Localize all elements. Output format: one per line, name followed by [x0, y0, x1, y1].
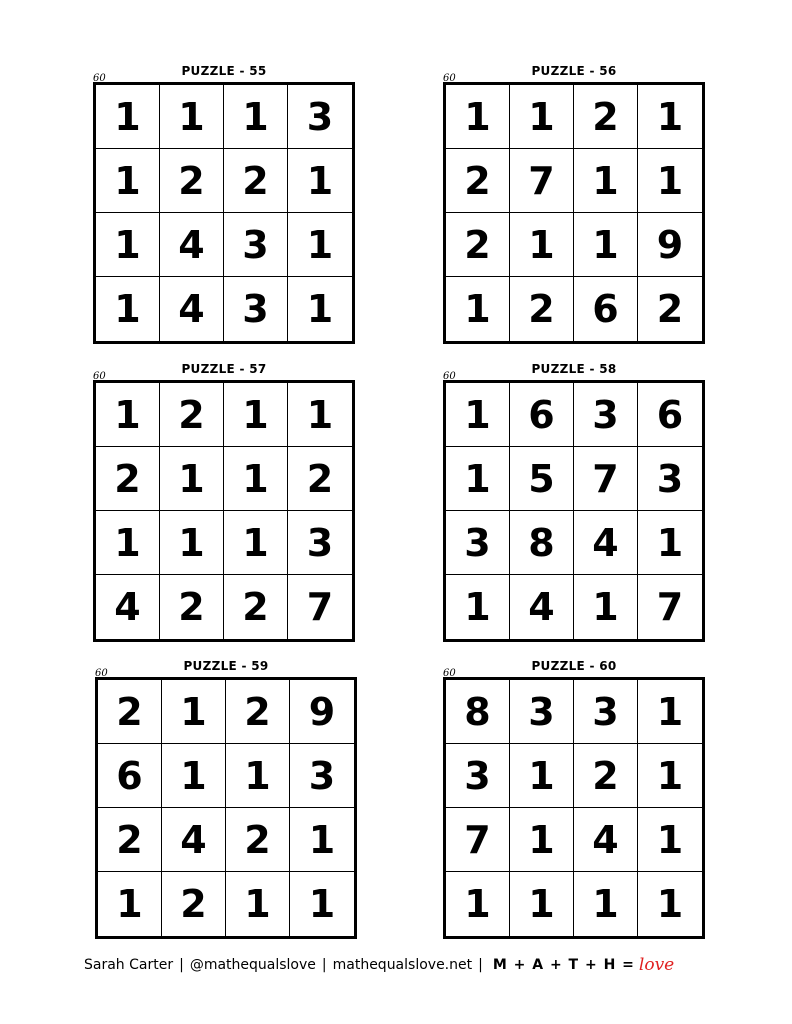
grid-cell: 1: [446, 447, 510, 511]
puzzle-title: PUZZLE - 58: [531, 362, 617, 376]
grid-cell: 3: [290, 744, 354, 808]
grid-cell: 1: [160, 511, 224, 575]
grid-cell: 7: [656, 585, 684, 629]
puzzle-title: PUZZLE - 60: [531, 659, 617, 673]
grid-cell: 2: [98, 680, 162, 744]
target-number: 60: [95, 668, 108, 679]
grid-cell: 2: [288, 447, 352, 511]
grid-cell: 2: [574, 744, 638, 808]
grid-cell: 2: [510, 277, 574, 341]
puzzle-title: PUZZLE - 59: [183, 659, 269, 673]
grid-cell: 1: [160, 85, 224, 149]
grid-cell: 4: [574, 808, 638, 872]
grid-cell: 1: [574, 213, 638, 277]
grid-cell: 1: [574, 149, 638, 213]
grid-cell: 2: [162, 872, 226, 936]
grid-cell: 5: [510, 447, 574, 511]
grid-cell: 9: [638, 213, 702, 277]
grid-cell: 2: [574, 85, 638, 149]
puzzle-grid: [95, 677, 357, 939]
grid-cell: 4: [574, 511, 638, 575]
grid-cell: 1: [574, 872, 638, 936]
grid-cell: 1: [638, 511, 702, 575]
grid-cell: 1: [510, 872, 574, 936]
grid-cell: 3: [224, 277, 288, 341]
grid-cell: 1: [96, 383, 160, 447]
grid-cell: 1: [510, 808, 574, 872]
grid-cell: 1: [638, 85, 702, 149]
footer-author: Sarah Carter: [84, 957, 174, 973]
grid-cell: 1: [446, 85, 510, 149]
puzzle-title: PUZZLE - 57: [181, 362, 267, 376]
grid-cell: 7: [510, 149, 574, 213]
grid-cell: 1: [656, 882, 684, 926]
grid-cell: 1: [638, 808, 702, 872]
target-number: 60: [443, 371, 456, 382]
grid-cell: 1: [446, 277, 510, 341]
grid-cell: 7: [574, 447, 638, 511]
grid-cell: 1: [574, 575, 638, 639]
grid-cell: 6: [638, 383, 702, 447]
target-number: 60: [93, 371, 106, 382]
grid-cell: 1: [288, 213, 352, 277]
grid-cell: 1: [510, 213, 574, 277]
grid-cell: 7: [306, 585, 334, 629]
grid-cell: 2: [226, 680, 290, 744]
grid-cell: 1: [510, 744, 574, 808]
grid-cell: 1: [162, 744, 226, 808]
grid-cell: 1: [96, 511, 160, 575]
puzzle-title: PUZZLE - 56: [531, 64, 617, 78]
grid-cell: 3: [574, 680, 638, 744]
footer-separator: |: [478, 957, 483, 973]
grid-cell: 3: [574, 383, 638, 447]
footer-separator: |: [179, 957, 184, 973]
grid-cell: 1: [224, 447, 288, 511]
grid-cell: 2: [98, 808, 162, 872]
footer-separator: |: [321, 957, 327, 973]
footer-love-script: love: [638, 955, 675, 975]
footer-handle: @mathequalslove: [189, 957, 316, 973]
grid-cell: 4: [96, 575, 160, 639]
grid-cell: 2: [160, 383, 224, 447]
grid-cell: 1: [638, 744, 702, 808]
grid-cell: 4: [160, 277, 224, 341]
grid-cell: 2: [226, 808, 290, 872]
puzzle-grid: [443, 82, 705, 344]
grid-cell: 1: [446, 872, 510, 936]
grid-cell: 1: [510, 85, 574, 149]
grid-cell: 1: [288, 149, 352, 213]
target-number: 60: [93, 73, 106, 84]
target-number: 60: [443, 73, 456, 84]
grid-cell: 8: [510, 511, 574, 575]
grid-cell: 1: [224, 383, 288, 447]
grid-cell: 1: [96, 149, 160, 213]
grid-cell: 2: [224, 149, 288, 213]
grid-cell: 3: [288, 511, 352, 575]
grid-cell: 1: [446, 575, 510, 639]
grid-cell: 2: [656, 287, 684, 331]
grid-cell: 1: [96, 213, 160, 277]
puzzle-grid: [443, 677, 705, 939]
grid-cell: 1: [224, 511, 288, 575]
grid-cell: 6: [98, 744, 162, 808]
grid-cell: 6: [510, 383, 574, 447]
grid-cell: 1: [226, 744, 290, 808]
footer: [84, 955, 674, 975]
puzzle-grid: [443, 380, 705, 642]
grid-cell: 4: [510, 575, 574, 639]
footer-site: mathequalslove.net: [332, 957, 473, 973]
grid-cell: 3: [288, 85, 352, 149]
grid-cell: 9: [290, 680, 354, 744]
grid-cell: 1: [96, 277, 160, 341]
grid-cell: 1: [98, 872, 162, 936]
grid-cell: 2: [96, 447, 160, 511]
puzzle-grid: [93, 82, 355, 344]
puzzle-title: PUZZLE - 55: [181, 64, 267, 78]
grid-cell: 1: [306, 287, 334, 331]
grid-cell: 1: [162, 680, 226, 744]
grid-cell: 2: [446, 149, 510, 213]
target-number: 60: [443, 668, 456, 679]
grid-cell: 8: [446, 680, 510, 744]
grid-cell: 1: [288, 383, 352, 447]
grid-cell: 3: [446, 511, 510, 575]
puzzle-grid: [93, 380, 355, 642]
grid-cell: 2: [446, 213, 510, 277]
grid-cell: 1: [226, 872, 290, 936]
grid-cell: 4: [162, 808, 226, 872]
grid-cell: 1: [290, 808, 354, 872]
grid-cell: 1: [96, 85, 160, 149]
grid-cell: 2: [160, 575, 224, 639]
grid-cell: 3: [446, 744, 510, 808]
grid-cell: 1: [308, 882, 336, 926]
footer-math-equation: M + A + T + H =: [492, 957, 635, 973]
grid-cell: 1: [446, 383, 510, 447]
grid-cell: 1: [638, 680, 702, 744]
grid-cell: 3: [638, 447, 702, 511]
grid-cell: 3: [224, 213, 288, 277]
grid-cell: 2: [224, 575, 288, 639]
grid-cell: 7: [446, 808, 510, 872]
grid-cell: 6: [574, 277, 638, 341]
grid-cell: 4: [160, 213, 224, 277]
grid-cell: 1: [160, 447, 224, 511]
grid-cell: 1: [638, 149, 702, 213]
grid-cell: 3: [510, 680, 574, 744]
grid-cell: 1: [224, 85, 288, 149]
grid-cell: 2: [160, 149, 224, 213]
